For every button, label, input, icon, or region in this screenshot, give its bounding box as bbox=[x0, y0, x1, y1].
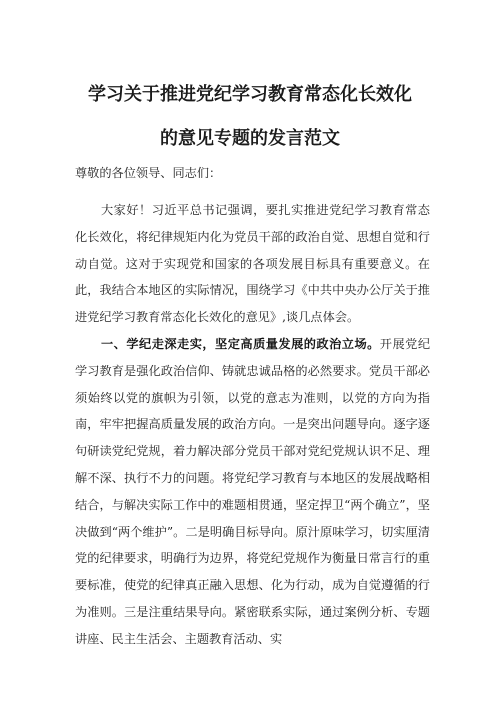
section-1-heading: 一、学纪走深走实，坚定高质量发展的政治立场。 bbox=[101, 337, 380, 351]
document-title-line-2: 的意见专题的发言范文 bbox=[160, 128, 340, 149]
document-title-line-1: 学习关于推进党纪学习教育常态化长效化 bbox=[88, 84, 412, 105]
salutation: 尊敬的各位领导、同志们： bbox=[75, 166, 222, 180]
section-1-body: 开展党纪学习教育是强化政治信仰、铸就忠诚品格的必然要求。党员干部必须始终以党的旗帜为引领，以党的意志为准则，以党的方向为指南，牢牢把握高质量发展的政治方向。一是突出问题导向。逐字逐句研读党纪党规，着力解决部分党员干部对党纪党规认识不足、理解不深、执行不力的问题。将党纪学习教育与本地区的发展战略相结合，与解决实际工作中的难题相贯通，坚定捍卫“两个确立”，坚决做到“两个维护”。二是明确目标导向。原汁原味学习，切实厘清党的纪律要求，明确行为边界，将党纪党规作为衡量日常言行的重要标准，使党的纪律真正融入思想、化为行动，成为自觉遵循的行为准则。三是注重结果导向。紧密联系实际，通过案例分析、专题讲座、民主生活会、主题教育活动、实 bbox=[75, 337, 431, 646]
opening-paragraph: 大家好！习近平总书记强调，要扎实推进党纪学习教育常态化长效化，将纪律规矩内化为党员干部的政治自觉、思想自觉和行动自觉。这对于实现党和国家的各项发展目标具有重要意义。在此，我结合本地区的实际情况，围绕学习《中共中央办公厅关于推进党纪学习教育常态化长效化的意见》,谈几点体会。 bbox=[75, 203, 430, 325]
section-1-paragraph bbox=[75, 331, 430, 653]
